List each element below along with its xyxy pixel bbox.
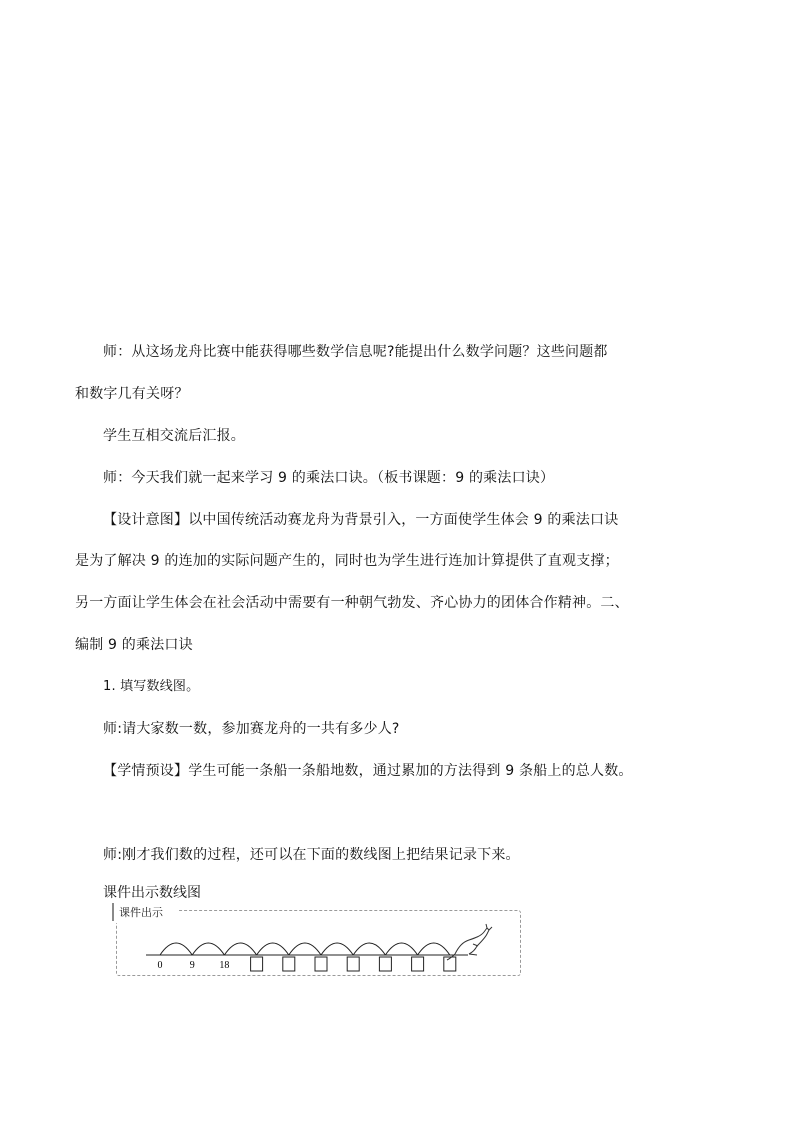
clipped-caption-text: 课件出示数线图 xyxy=(103,885,201,901)
paragraph-line: 【学情预设】学生可能一条船一条船地数，通过累加的方法得到 9 条船上的总人数。 xyxy=(103,763,633,779)
paragraph-line: 师:刚才我们数的过程，还可以在下面的数线图上把结果记录下来。 xyxy=(103,847,520,863)
hop-arc xyxy=(224,943,256,955)
clipped-caption xyxy=(103,884,213,901)
paragraph-line: 是为了解决 9 的连加的实际问题产生的，同时也为学生进行连加计算提供了直观支撑； xyxy=(75,553,619,569)
paragraph-line: 师:请大家数一数，参加赛龙舟的一共有多少人? xyxy=(103,721,400,737)
hop-arc xyxy=(160,943,192,955)
kangaroo-icon xyxy=(447,924,492,960)
hop-arc xyxy=(418,943,450,955)
paragraph-line: 另一方面让学生体会在社会活动中需要有一种朝气勃发、齐心协力的团体合作精神。二、 xyxy=(75,595,629,611)
paragraph-line: 师：今天我们就一起来学习 9 的乘法口诀。（板书课题：9 的乘法口诀） xyxy=(103,470,555,486)
number-line-labels xyxy=(158,960,230,971)
tick-label: 0 xyxy=(157,960,163,971)
paragraph-line: 和数字几有关呀？ xyxy=(75,386,189,402)
answer-boxes xyxy=(251,957,456,971)
paragraph-line: 编制 9 的乘法口诀 xyxy=(75,637,193,653)
tick-label: 9 xyxy=(189,960,195,971)
answer-box[interactable] xyxy=(283,957,295,971)
paragraph-line: 学生互相交流后汇报。 xyxy=(103,428,245,444)
hop-arc xyxy=(289,943,321,955)
answer-box[interactable] xyxy=(251,957,263,971)
number-line-diagram xyxy=(116,910,521,976)
tag-marker xyxy=(112,903,114,921)
list-item: 1. 填写数线图。 xyxy=(103,679,200,694)
paragraph-line: 【设计意图】以中国传统活动赛龙舟为背景引入，一方面使学生体会 9 的乘法口诀 xyxy=(103,512,619,528)
answer-box[interactable] xyxy=(444,957,456,971)
courseware-tag-label: 课件出示 xyxy=(119,906,163,919)
hop-arc xyxy=(192,943,224,955)
answer-box[interactable] xyxy=(315,957,327,971)
answer-box[interactable] xyxy=(347,957,359,971)
hop-arc xyxy=(321,943,353,955)
answer-box[interactable] xyxy=(379,957,391,971)
tick-label: 18 xyxy=(219,960,230,971)
hop-arc xyxy=(257,943,289,955)
paragraph-line: 师：从这场龙舟比赛中能获得哪些数学信息呢?能提出什么数学问题？这些问题都 xyxy=(103,344,608,360)
hop-arc xyxy=(385,943,417,955)
hop-arc xyxy=(353,943,385,955)
answer-box[interactable] xyxy=(412,957,424,971)
number-line-hops xyxy=(160,943,450,955)
